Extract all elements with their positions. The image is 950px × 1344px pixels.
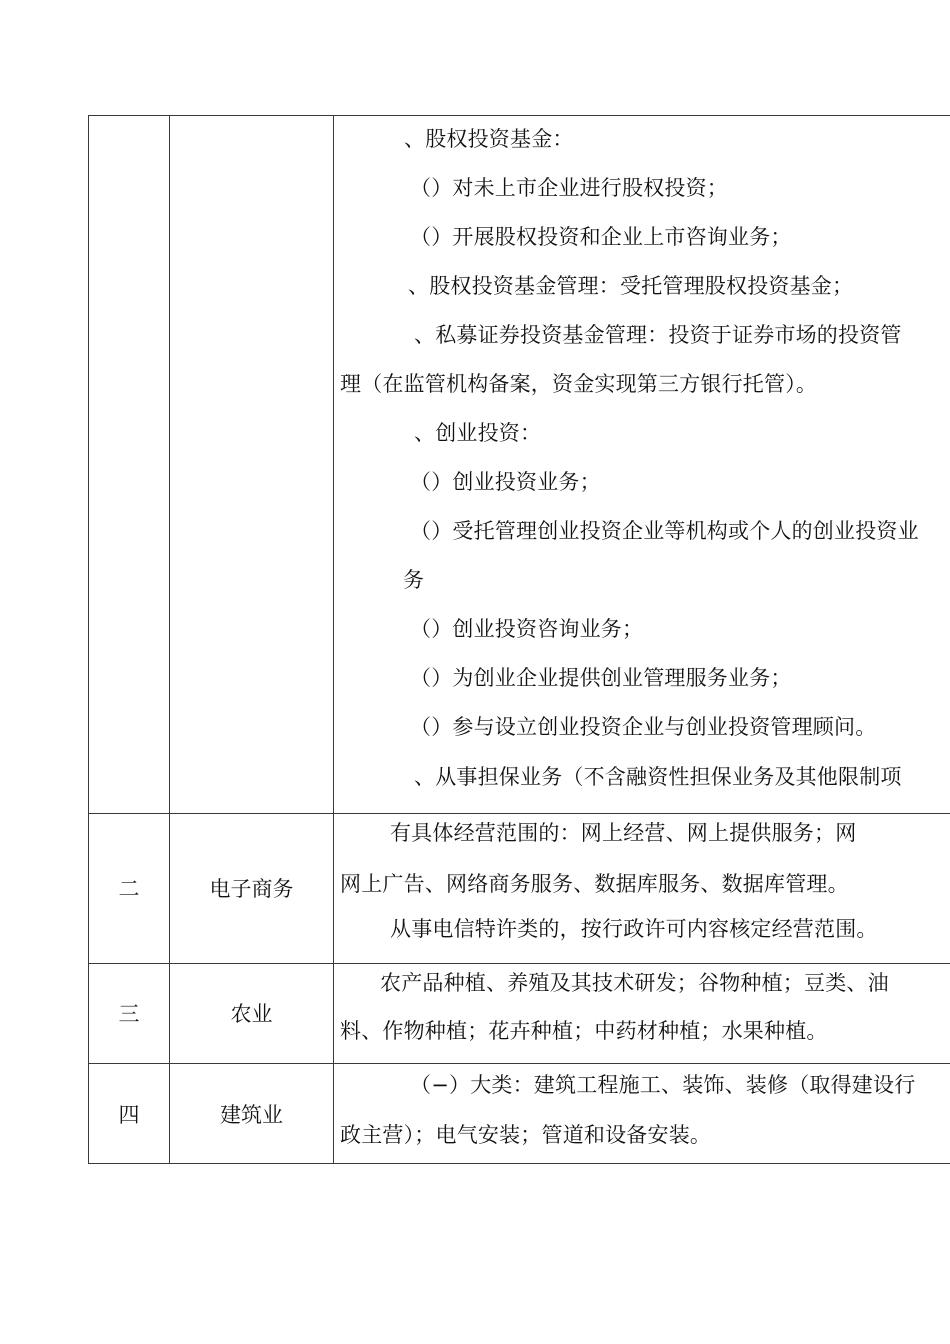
- scope-line: 网上广告、网络商务服务、数据库服务、数据库管理。: [340, 872, 849, 896]
- row-number: 二: [118, 877, 140, 901]
- scope-line: 、从事担保业务（不含融资性担保业务及其他限制项: [414, 765, 902, 789]
- scope-line: （−）大类：建筑工程施工、装饰、装修（取得建设行: [410, 1073, 916, 1097]
- scope-line: 政主营）；电气安装；管道和设备安装。: [340, 1123, 712, 1147]
- table-top-border: [88, 115, 950, 116]
- scope-line: 农产品种植、养殖及其技术研发；谷物种植；豆类、油: [380, 971, 889, 995]
- scope-line: 、股权投资基金：: [404, 127, 574, 151]
- row-category: 电子商务: [209, 877, 294, 901]
- scope-line: （）受托管理创业投资企业等机构或个人的创业投资业: [410, 519, 919, 543]
- scope-line: 、创业投资：: [414, 421, 542, 445]
- row-divider: [88, 1063, 950, 1064]
- row-category: 建筑业: [220, 1103, 283, 1127]
- scope-line: 理（在监管机构备案，资金实现第三方银行托管）。: [340, 372, 818, 396]
- scope-line: （）对未上市企业进行股权投资；: [410, 176, 728, 200]
- row-divider: [88, 963, 950, 964]
- scope-line: 、股权投资基金管理：受托管理股权投资基金；: [408, 274, 854, 298]
- row-divider: [88, 813, 950, 814]
- row-category: 农业: [230, 1002, 273, 1026]
- table-bottom-border: [88, 1163, 950, 1164]
- scope-line: 料、作物种植；花卉种植；中药材种植；水果种植。: [340, 1019, 828, 1043]
- scope-line: 务: [403, 568, 425, 592]
- column-divider: [333, 115, 334, 1164]
- scope-line: （）创业投资业务；: [410, 470, 601, 494]
- scope-line: （）参与设立创业投资企业与创业投资管理顾问。: [410, 715, 877, 739]
- scope-line: （）为创业企业提供创业管理服务业务；: [410, 666, 792, 690]
- scope-line: （）创业投资咨询业务；: [410, 617, 644, 641]
- scope-line: 有具体经营范围的：网上经营、网上提供服务；网: [390, 821, 857, 845]
- scope-line: （）开展股权投资和企业上市咨询业务；: [410, 225, 792, 249]
- row-number: 四: [118, 1103, 140, 1127]
- row-number: 三: [118, 1002, 140, 1026]
- scope-line: 、私募证券投资基金管理：投资于证券市场的投资管: [414, 323, 902, 347]
- scope-line: 从事电信特许类的，按行政许可内容核定经营范围。: [390, 917, 878, 941]
